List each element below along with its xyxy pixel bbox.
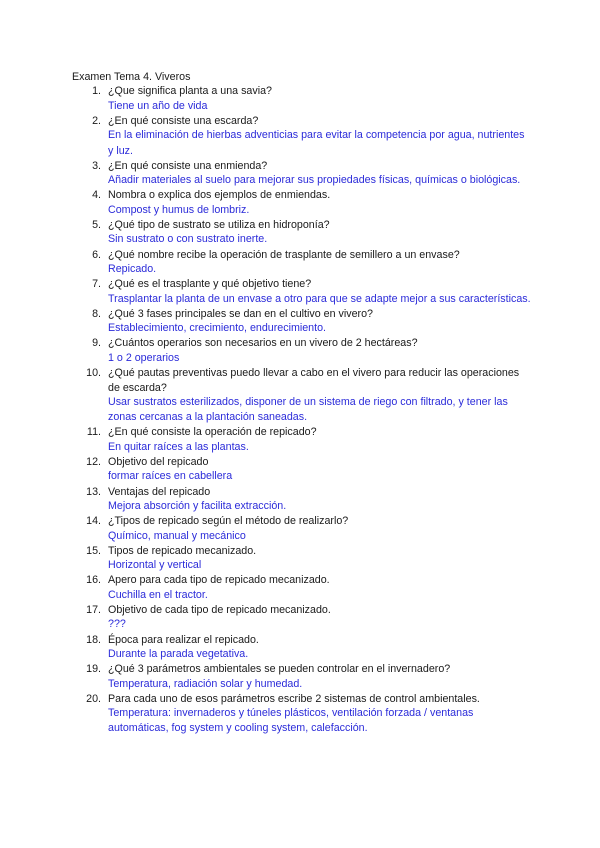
list-item [72, 277, 532, 307]
item-number: 5. [92, 219, 101, 232]
list-item [72, 248, 532, 278]
list-item [72, 573, 532, 603]
question-text: ¿Qué 3 parámetros ambientales se pueden controlar en el invernadero? [108, 663, 451, 676]
question-text: ¿En qué consiste una enmienda? [108, 159, 268, 172]
question-list [72, 84, 532, 736]
item-number: 15. [86, 544, 101, 557]
list-item [72, 218, 532, 248]
item-number: 20. [86, 692, 101, 705]
item-number: 8. [92, 307, 101, 320]
item-number: 2. [92, 115, 101, 128]
list-item [72, 425, 532, 455]
list-item [72, 692, 532, 737]
question-text: ¿Tipos de repicado según el método de realizarlo? [108, 515, 349, 528]
list-item [72, 159, 532, 189]
list-item [72, 485, 532, 515]
answer-text: Sin sustrato o con sustrato inerte. [108, 233, 268, 246]
answer-text: Horizontal y vertical [108, 559, 202, 572]
answer-text: Temperatura, radiación solar y humedad. [108, 677, 303, 690]
answer-text: Usar sustratos esterilizados, disponer de un sistema de riego con filtrado, y tener las zonas cercanas a la plantación saneadas. [108, 395, 508, 424]
item-number: 6. [92, 248, 101, 261]
answer-text: Trasplantar la planta de un envase a otro para que se adapte mejor a sus características. [108, 292, 531, 305]
question-text: Apero para cada tipo de repicado mecanizado. [108, 574, 330, 587]
item-number: 9. [92, 337, 101, 350]
question-text: Época para realizar el repicado. [108, 633, 259, 646]
list-item [72, 114, 532, 159]
answer-text: Establecimiento, crecimiento, endurecimiento. [108, 322, 327, 335]
answer-text: Durante la parada vegetativa. [108, 647, 249, 660]
item-number: 3. [92, 159, 101, 172]
item-number: 16. [86, 574, 101, 587]
answer-text: Compost y humus de lombriz. [108, 203, 250, 216]
question-text: Ventajas del repicado [108, 485, 211, 498]
question-text: ¿En qué consiste la operación de repicado? [108, 426, 317, 439]
question-text: Para cada uno de esos parámetros escribe 2 sistemas de control ambientales. [108, 692, 480, 705]
question-text: Tipos de repicado mecanizado. [108, 544, 257, 557]
item-number: 17. [86, 603, 101, 616]
list-item [72, 366, 532, 425]
answer-text: En quitar raíces a las plantas. [108, 440, 249, 453]
item-number: 1. [92, 85, 101, 98]
list-item [72, 307, 532, 337]
question-text: Nombra o explica dos ejemplos de enmiendas. [108, 189, 331, 202]
item-number: 7. [92, 278, 101, 291]
list-item [72, 514, 532, 544]
question-text: ¿Que significa planta a una savia? [108, 85, 272, 98]
question-text: Objetivo del repicado [108, 455, 209, 468]
document-title: Examen Tema 4. Viveros [72, 71, 191, 83]
item-number: 12. [86, 455, 101, 468]
question-text: ¿Qué nombre recibe la operación de trasplante de semillero a un envase? [108, 248, 460, 261]
list-item [72, 84, 532, 114]
list-item [72, 544, 532, 574]
item-number: 10. [86, 367, 101, 380]
question-text: ¿Qué es el trasplante y qué objetivo tiene? [108, 278, 312, 291]
item-number: 18. [86, 633, 101, 646]
list-item [72, 633, 532, 663]
list-item [72, 455, 532, 485]
answer-text: ??? [108, 618, 126, 631]
answer-text: En la eliminación de hierbas adventicias para evitar la competencia por agua, nutrientes y luz. [108, 129, 525, 157]
question-text: ¿Qué 3 fases principales se dan en el cultivo en vivero? [108, 307, 373, 320]
item-number: 13. [86, 485, 101, 498]
question-text: ¿Qué tipo de sustrato se utiliza en hidroponía? [108, 219, 330, 232]
answer-text: Tiene un año de vida [108, 99, 208, 112]
answer-text: Añadir materiales al suelo para mejorar sus propiedades físicas, químicas o biológicas. [108, 174, 521, 187]
item-number: 14. [86, 515, 101, 528]
item-number: 4. [92, 189, 101, 202]
question-text: ¿Qué pautas preventivas puedo llevar a cabo en el vivero para reducir las operaciones de escarda? [108, 367, 520, 394]
list-item [72, 336, 532, 366]
item-number: 11. [86, 426, 101, 439]
answer-text: Temperatura: invernaderos y túneles plásticos, ventilación forzada / ventanas automáticas, fog system y cooling system, calefacción. [108, 707, 474, 735]
answer-text: formar raíces en cabellera [108, 470, 233, 483]
question-text: ¿En qué consiste una escarda? [108, 115, 259, 128]
list-item [72, 603, 532, 633]
list-item [72, 188, 532, 218]
item-number: 19. [86, 663, 101, 676]
answer-text: Repicado. [108, 263, 157, 276]
document-page [72, 70, 532, 737]
answer-text: Cuchilla en el tractor. [108, 588, 208, 601]
list-item [72, 662, 532, 692]
question-text: ¿Cuántos operarios son necesarios en un vivero de 2 hectáreas? [108, 337, 418, 350]
answer-text: 1 o 2 operarios [108, 351, 180, 364]
question-text: Objetivo de cada tipo de repicado mecanizado. [108, 603, 331, 616]
answer-text: Mejora absorción y facilita extracción. [108, 499, 287, 512]
answer-text: Químico, manual y mecánico [108, 529, 246, 542]
